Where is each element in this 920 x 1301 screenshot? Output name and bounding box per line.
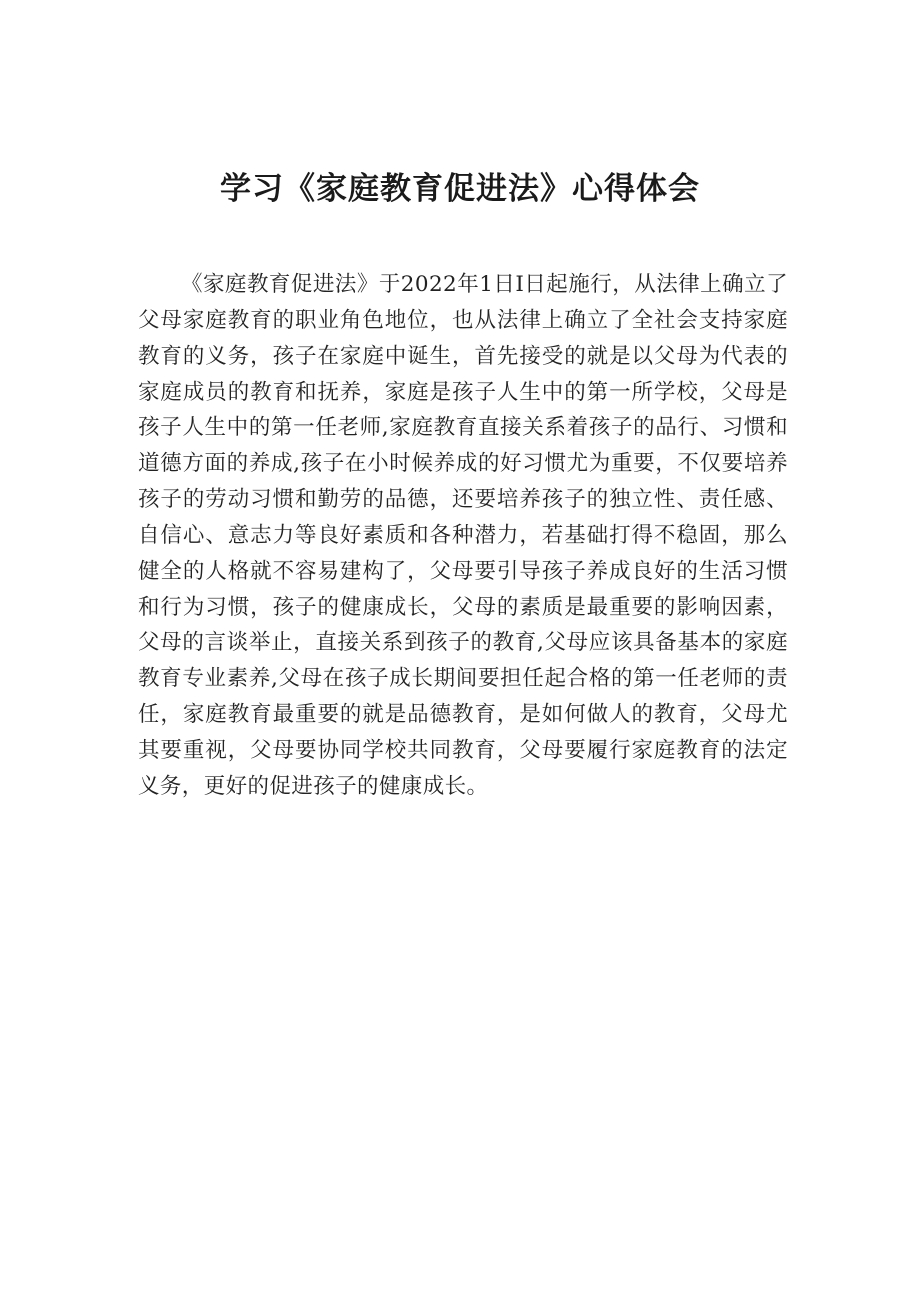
body-paragraph: 《家庭教育促进法》于2022年1日I日起施行，从法律上确立了父母家庭教育的职业角色地位，也从法律上确立了全社会支持家庭教育的义务，孩子在家庭中诞生，首先接受的就是以父母为代表的家庭成员的教育和抚养，家庭是孩子人生中的第一所学校，父母是孩子人生中的第一任老师,家庭教育直接关系着孩子的品行、习惯和道德方面的养成,孩子在小时候养成的好习惯尤为重要，不仅要培养孩子的劳动习惯和勤劳的品德，还要培养孩子的独立性、责任感、自信心、意志力等良好素质和各种潜力，若基础打得不稳固，那么健全的人格就不容易建构了，父母要引导孩子养成良好的生活习惯和行为习惯，孩子的健康成长，父母的素质是最重要的影响因素，父母的言谈举止，直接关系到孩子的教育,父母应该具备基本的家庭教育专业素养,父母在孩子成长期间要担任起合格的第一任老师的责任，家庭教育最重要的就是品德教育，是如何做人的教育，父母尤其要重视，父母要协同学校共同教育，父母要履行家庭教育的法定义务，更好的促进孩子的健康成长。 [138,272,788,799]
document-title: 学习《家庭教育促进法》心得体会 [220,171,700,207]
